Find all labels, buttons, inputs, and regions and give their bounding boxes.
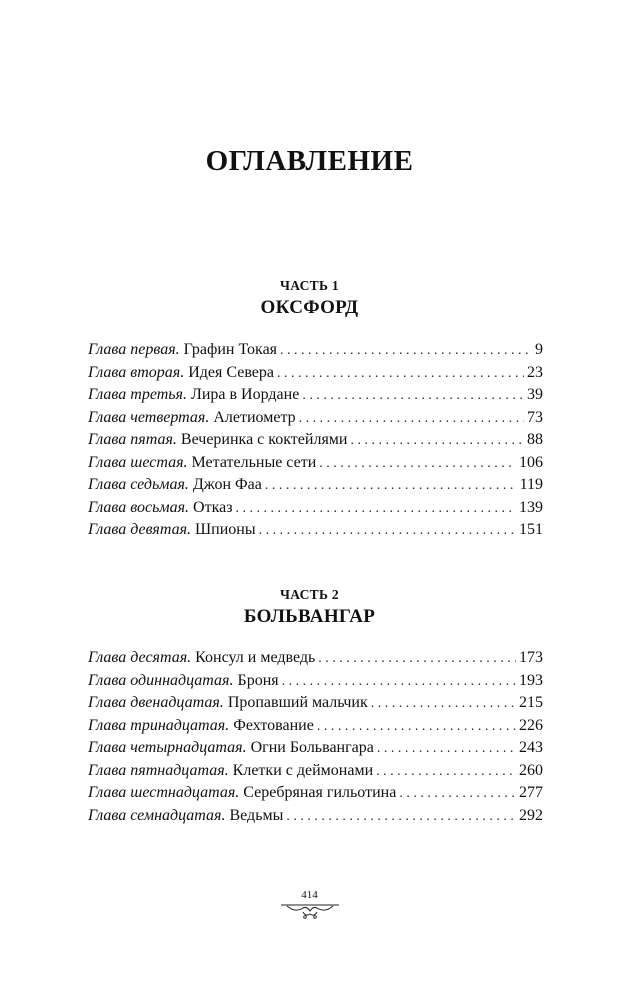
chapter-title: Ведьмы — [229, 806, 284, 824]
chapter-label: Глава седьмая. — [88, 476, 189, 493]
toc-entry[interactable] — [88, 672, 543, 695]
chapter-label: Глава двенадцатая. — [88, 694, 224, 711]
toc-entry[interactable] — [88, 717, 543, 740]
part-label: ЧАСТЬ 1 — [280, 278, 339, 293]
page-ref: 277 — [519, 784, 543, 801]
part-name: БОЛЬВАНГАР — [243, 606, 376, 627]
leader-dots — [377, 741, 516, 757]
toc-entry[interactable] — [88, 386, 543, 409]
page-ref: 88 — [527, 431, 543, 448]
chapter-title: Клетки с деймонами — [232, 761, 374, 779]
toc-list-part-2 — [88, 649, 543, 829]
part-2-heading — [0, 587, 619, 628]
leader-dots — [399, 786, 516, 802]
toc-entry[interactable] — [88, 694, 543, 717]
page-ref: 226 — [519, 716, 543, 734]
page-ref: 243 — [519, 739, 543, 756]
chapter-label: Глава вторая. — [88, 363, 185, 381]
chapter-title: Алетиометр — [213, 408, 296, 426]
leader-dots — [317, 719, 516, 735]
toc-entry[interactable] — [88, 807, 543, 830]
chapter-title: Лира в Иордане — [190, 386, 300, 403]
chapter-label: Глава третья. — [88, 386, 187, 403]
flourish-ornament-icon — [281, 903, 339, 921]
toc-entry[interactable] — [88, 476, 543, 499]
page-title: ОГЛАВЛЕНИЕ — [205, 145, 414, 177]
chapter-title: Броня — [237, 671, 279, 689]
page-ref: 151 — [519, 521, 543, 538]
chapter-label: Глава восьмая. — [88, 498, 190, 516]
leader-dots — [259, 523, 516, 539]
page-ref: 173 — [519, 649, 543, 666]
page-ref: 106 — [519, 453, 543, 471]
page-ref: 9 — [535, 341, 543, 358]
chapter-label: Глава шестнадцатая. — [88, 784, 240, 801]
chapter-title: Огни Больвангара — [250, 739, 374, 756]
toc-list-part-1 — [88, 341, 543, 544]
toc-entry[interactable] — [88, 649, 543, 672]
chapter-title: Вечеринка с коктейлями — [180, 431, 348, 448]
leader-dots — [302, 388, 524, 404]
chapter-label: Глава семнадцатая. — [88, 806, 226, 824]
chapter-title: Метательные сети — [191, 453, 317, 471]
toc-entry[interactable] — [88, 521, 543, 544]
toc-entry[interactable] — [88, 341, 543, 364]
chapter-label: Глава четвертая. — [88, 408, 210, 426]
chapter-title: Идея Севера — [188, 363, 274, 381]
page-ref: 215 — [519, 694, 543, 711]
page-ref: 73 — [527, 408, 543, 426]
toc-entry[interactable] — [88, 739, 543, 762]
part-label: ЧАСТЬ 2 — [280, 587, 339, 602]
chapter-title: Пропавший мальчик — [227, 694, 368, 711]
chapter-title: Графин Токая — [183, 341, 278, 358]
leader-dots — [371, 696, 516, 712]
page-ref: 119 — [519, 476, 543, 493]
leader-dots — [350, 433, 524, 449]
leader-dots — [282, 674, 516, 690]
chapter-label: Глава тринадцатая. — [88, 716, 230, 734]
leader-dots — [319, 456, 516, 472]
chapter-label: Глава пятая. — [88, 431, 177, 448]
leader-dots — [236, 501, 516, 517]
chapter-label: Глава первая. — [88, 341, 180, 358]
leader-dots — [318, 651, 516, 667]
page-ref: 39 — [527, 386, 543, 403]
chapter-label: Глава четырнадцатая. — [88, 739, 247, 756]
chapter-label: Глава шестая. — [88, 453, 188, 471]
chapter-title: Серебряная гильотина — [243, 784, 397, 801]
chapter-title: Джон Фаа — [192, 476, 262, 493]
part-1-heading — [0, 278, 619, 319]
page-ref: 139 — [519, 498, 543, 516]
leader-dots — [280, 343, 532, 359]
toc-entry[interactable] — [88, 784, 543, 807]
chapter-title: Консул и медведь — [195, 649, 316, 666]
page-ref: 260 — [519, 761, 543, 779]
toc-entry[interactable] — [88, 409, 543, 432]
leader-dots — [376, 764, 516, 780]
page-number: 414 — [301, 889, 318, 901]
toc-entry[interactable] — [88, 431, 543, 454]
leader-dots — [277, 366, 524, 382]
chapter-title: Отказ — [193, 498, 233, 516]
leader-dots — [286, 809, 516, 825]
toc-entry[interactable] — [88, 762, 543, 785]
page-ref: 292 — [519, 806, 543, 824]
page-footer — [0, 885, 619, 921]
chapter-title: Шпионы — [195, 521, 256, 538]
leader-dots — [299, 411, 524, 427]
chapter-label: Глава десятая. — [88, 649, 192, 666]
page-ref: 193 — [519, 671, 543, 689]
part-name: ОКСФОРД — [260, 297, 359, 318]
chapter-label: Глава девятая. — [88, 521, 192, 538]
leader-dots — [265, 478, 517, 494]
chapter-title: Фехтование — [233, 716, 314, 734]
toc-entry[interactable] — [88, 454, 543, 477]
page-ref: 23 — [527, 363, 543, 381]
chapter-label: Глава пятнадцатая. — [88, 761, 229, 779]
toc-entry[interactable] — [88, 364, 543, 387]
chapter-label: Глава одиннадцатая. — [88, 671, 234, 689]
toc-entry[interactable] — [88, 499, 543, 522]
